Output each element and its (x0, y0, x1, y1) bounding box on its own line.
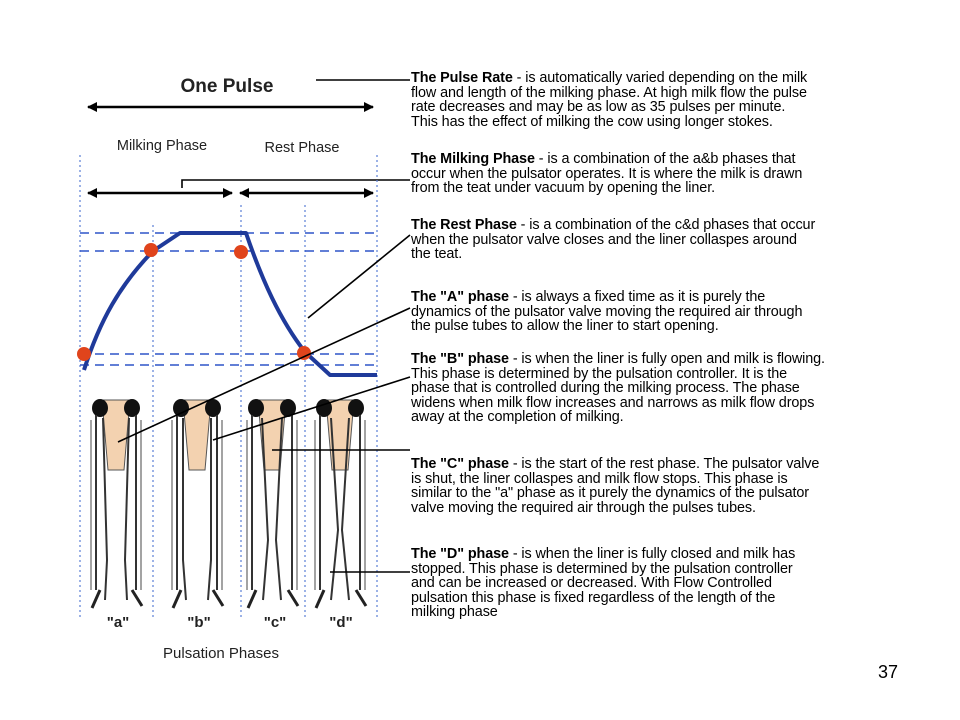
desc-pulse-rate-line-3: rate decreases and may be as low as 35 pulses per minute. (411, 99, 786, 116)
phase-marker-c-start (234, 245, 248, 259)
desc-d-phase-line-4: pulsation this phase is fixed regardless of the length of the (411, 589, 776, 606)
desc-c-phase-line-1: The "C" phase - is the start of the rest phase. The pulsator valve (411, 456, 820, 472)
teat-cup-b (172, 399, 223, 608)
teat-cup-c (247, 399, 298, 608)
phase-label-a: "a" (106, 614, 130, 631)
desc-d-phase-line-5: milking phase (411, 604, 498, 621)
teat-cup-d (315, 399, 366, 608)
desc-d-phase-line-2: stopped. This phase is determined by the pulsation controller (411, 560, 793, 577)
desc-milking-phase-title: The Milking Phase (411, 151, 535, 167)
phase-marker-d-start (297, 346, 311, 360)
desc-rest-phase-line-1: The Rest Phase - is a combination of the c&d phases that occur (411, 217, 816, 233)
desc-milking-phase-line-2: occur when the pulsator operates. It is where the milk is drawn (411, 165, 803, 182)
one-pulse-label: One Pulse (180, 76, 274, 97)
milking-phase-label: Milking Phase (116, 138, 208, 154)
desc-b-phase-line-4: widens when milk flow increases and narrows as milk flow drops (411, 394, 815, 411)
desc-b-phase (411, 352, 911, 425)
desc-a-phase-line-2: dynamics of the pulsator valve moving the required air through (411, 303, 803, 320)
desc-pulse-rate-title: The Pulse Rate (411, 70, 513, 86)
desc-a-phase-title: The "A" phase (411, 289, 509, 305)
desc-c-phase-line-4: valve moving the required air through the pulses tubes. (411, 499, 756, 516)
rest-phase-label: Rest Phase (264, 140, 340, 156)
desc-d-phase-line-1: The "D" phase - is when the liner is fully closed and milk has (411, 546, 796, 562)
milking-phase-leader (182, 180, 410, 188)
phase-label-d: "d" (329, 614, 353, 631)
desc-b-phase-line-2: This phase is determined by the pulsation controller. It is the (411, 365, 788, 382)
phase-label-c: "c" (263, 614, 287, 631)
desc-c-phase (411, 457, 911, 515)
desc-b-phase-line-3: phase that is controlled during the milking process. The phase (411, 380, 800, 397)
phase-marker-b-start (144, 243, 158, 257)
desc-milking-phase (411, 152, 911, 196)
page-number: 37 (877, 662, 898, 682)
desc-b-phase-line-5: away at the completion of milking. (411, 409, 624, 426)
desc-c-phase-line-3: similar to the "a" phase as it purely the dynamics of the pulsator (411, 485, 809, 502)
desc-pulse-rate-line-2: flow and length of the milking phase. At high milk flow the pulse (411, 84, 807, 101)
phase-label-b: "b" (187, 614, 211, 631)
desc-c-phase-line-2: is shut, the liner collaspes and milk flow stops. This phase is (411, 470, 788, 487)
desc-d-phase-line-3: and can be increased or decreased. With Flow Controlled (411, 575, 772, 592)
desc-milking-phase-line-1: The Milking Phase - is a combination of the a&b phases that (411, 151, 796, 167)
desc-b-phase-title: The "B" phase (411, 351, 509, 367)
desc-milking-phase-line-3: from the teat under vacuum by opening the liner. (411, 180, 715, 197)
phase-marker-a-start (77, 347, 91, 361)
teat-cup-a (91, 399, 142, 608)
desc-d-phase-title: The "D" phase (411, 546, 509, 562)
desc-b-phase-line-1: The "B" phase - is when the liner is fully open and milk is flowing. (411, 351, 825, 367)
desc-rest-phase-title: The Rest Phase (411, 217, 517, 233)
desc-rest-phase-line-3: the teat. (411, 246, 463, 263)
desc-pulse-rate-line-1: The Pulse Rate - is automatically varied depending on the milk (411, 70, 808, 86)
desc-a-phase-line-1: The "A" phase - is always a fixed time as it is purely the (411, 289, 766, 305)
desc-d-phase (411, 547, 911, 620)
desc-pulse-rate (411, 71, 911, 129)
desc-a-phase (411, 290, 911, 334)
desc-c-phase-title: The "C" phase (411, 456, 509, 472)
desc-pulse-rate-line-4: This has the effect of milking the cow using longer stokes. (411, 113, 773, 130)
desc-a-phase-line-3: the pulse tubes to allow the liner to start opening. (411, 318, 719, 335)
desc-rest-phase-line-2: when the pulsator valve closes and the liner collaspes around (411, 231, 797, 248)
desc-rest-phase (411, 218, 911, 262)
pulsation-phases-caption: Pulsation Phases (163, 645, 279, 662)
